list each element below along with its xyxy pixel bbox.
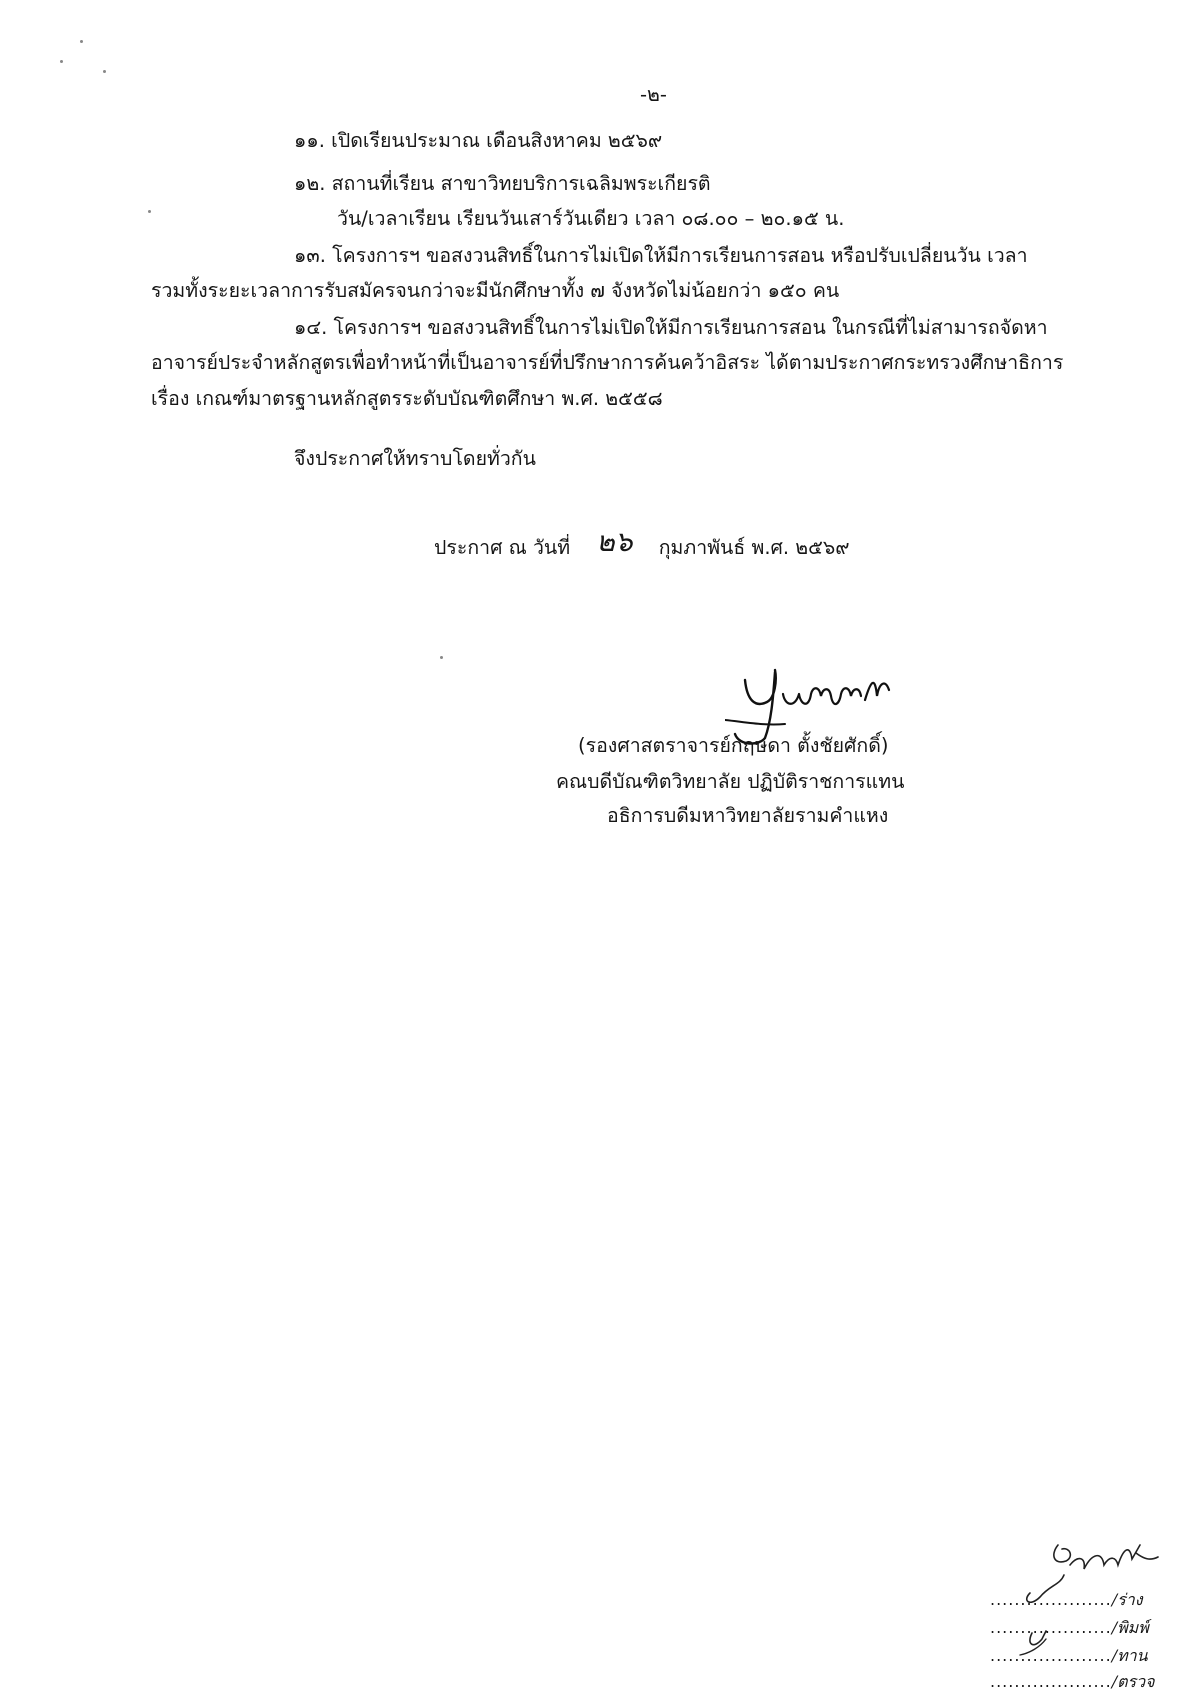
item-13-continued: รวมทั้งระยะเวลาการรับสมัครจนกว่าจะมีนักศึกษาทั้ง ๗ จังหวัดไม่น้อยกว่า ๑๕๐ คน <box>151 279 840 302</box>
item-12-schedule: วัน/เวลาเรียน เรียนวันเสาร์วันเดียว เวลา ๐๘.๐๐ – ๒๐.๑๕ น. <box>337 207 845 230</box>
item-14-continued-2: เรื่อง เกณฑ์มาตรฐานหลักสูตรระดับบัณฑิตศึกษา พ.ศ. ๒๕๕๘ <box>151 387 663 410</box>
signatory-name: (รองศาสตราจารย์กฤษดา ตั้งชัยศักดิ์) <box>578 734 889 757</box>
item-14-continued-1: อาจารย์ประจำหลักสูตรเพื่อทำหน้าที่เป็นอาจารย์ที่ปรึกษาการค้นคว้าอิสระ ได้ตามประกาศกระทรวงศึกษาธิการ <box>151 351 1064 374</box>
signatory-position-2: อธิการบดีมหาวิทยาลัยรามคำแหง <box>607 804 889 827</box>
signatory-position-1: คณบดีบัณฑิตวิทยาลัย ปฏิบัติราชการแทน <box>556 770 905 793</box>
scan-speck <box>80 40 83 43</box>
noting-row-typed: ..................../พิมพ์ <box>990 1618 1149 1637</box>
item-12: ๑๒. สถานที่เรียน สาขาวิทยบริการเฉลิมพระเกียรติ <box>294 172 711 195</box>
item-11: ๑๑. เปิดเรียนประมาณ เดือนสิงหาคม ๒๕๖๙ <box>294 129 663 152</box>
page-number: -๒- <box>640 83 667 106</box>
noting-row-checked: ..................../ตรวจ <box>990 1672 1155 1691</box>
announcement-date <box>434 525 850 561</box>
noting-label-checked: /ตรวจ <box>1111 1672 1155 1691</box>
date-prefix: ประกาศ ณ วันที่ <box>434 536 571 559</box>
item-14: ๑๔. โครงการฯ ขอสงวนสิทธิ์ในการไม่เปิดให้มีการเรียนการสอน ในกรณีที่ไม่สามารถจัดหา <box>294 316 1048 339</box>
noting-label-proofread: /ทาน <box>1111 1646 1148 1665</box>
scan-speck <box>148 210 151 213</box>
scan-speck <box>103 70 106 73</box>
noting-label-typed: /พิมพ์ <box>1111 1618 1149 1637</box>
scan-speck <box>60 60 63 63</box>
noting-label-draft: /ร่าง <box>1111 1590 1143 1609</box>
noting-row-draft: ..................../ร่าง <box>990 1590 1143 1609</box>
scan-speck <box>440 656 443 659</box>
date-day: ๒๖ <box>596 525 633 558</box>
date-month-year: กุมภาพันธ์ พ.ศ. ๒๕๖๙ <box>658 536 850 559</box>
closing-statement: จึงประกาศให้ทราบโดยทั่วกัน <box>294 447 536 470</box>
noting-row-proofread: ..................../ทาน <box>990 1646 1148 1665</box>
item-13: ๑๓. โครงการฯ ขอสงวนสิทธิ์ในการไม่เปิดให้มีการเรียนการสอน หรือปรับเปลี่ยนวัน เวลา <box>294 244 1028 267</box>
